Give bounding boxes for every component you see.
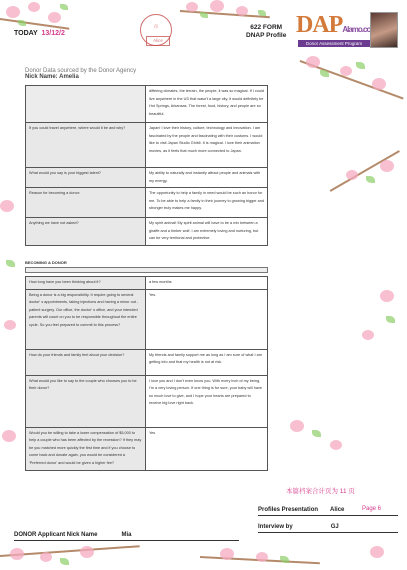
section-divider <box>25 267 268 273</box>
donor-underline <box>14 540 239 541</box>
today-label: TODAY <box>14 30 38 37</box>
table-row <box>26 86 268 123</box>
page-number: Page 6 <box>362 506 382 512</box>
answer-cell: differing climates, the terrain, the people, it was so magical. If I could live anywhere in the US that wasn't a large city, it would definitely be Hot Springs, Arkansas. The forest, food, history, and people are so beautiful. <box>146 86 268 123</box>
form-title-line1: 622 FORM <box>250 24 283 31</box>
table-row <box>26 375 268 427</box>
question-cell: How long have you been thinking about it? <box>26 277 146 290</box>
presentation-underline <box>258 515 398 516</box>
table-row <box>26 218 268 246</box>
form-title <box>246 24 286 40</box>
stamp2-text: Alice <box>153 38 163 43</box>
donor-label: DONOR Applicant Nick Name <box>14 532 98 538</box>
question-cell: How do your friends and family feel about your decision? <box>26 349 146 375</box>
answer-cell: My ability to naturally and instantly attract people and animals with my energy. <box>146 168 268 188</box>
question-cell: Being a donor is a big responsibility. It require going to several doctor' s appointments, taking injections and having a minor out - patient surgery. Our office, the doctor' s office, and your intended parents will count on you to be responsible throughout the entire cycle. So you feel prepared to commit to this process? <box>26 289 146 349</box>
donor-name: Mia <box>121 532 132 538</box>
table-row <box>26 123 268 168</box>
logo-text: DAP <box>296 12 343 38</box>
answer-cell: Yes <box>146 427 268 470</box>
answer-cell: a few months <box>146 277 268 290</box>
today-date <box>14 30 65 37</box>
table-row <box>26 168 268 188</box>
presentation-label: Profiles Presentation <box>258 507 319 513</box>
interview-underline <box>258 532 398 533</box>
donor-photo <box>370 12 398 48</box>
today-value: 13/12/2 <box>41 30 65 37</box>
logo-suffix: Alamo.cc <box>342 25 370 34</box>
logo-subtitle: Donor Assessment Program <box>298 40 370 47</box>
interview-by <box>258 524 339 530</box>
table-row <box>26 277 268 290</box>
donor-profile-table-1 <box>25 85 268 246</box>
stamp-text: 印 <box>154 24 158 29</box>
answer-cell: My spirit animal! My spirit animal will have to be a mix between a giraffe and a timber wolf. I am extremely loving and nurturing, but can be very territorial and protective. <box>146 218 268 246</box>
question-cell: Reason for becoming a donor: <box>26 188 146 218</box>
question-cell: Would you be willing to take a lower compensation of $5,000 to help a couple who has been affected by the recession? If they may be you matched more quickly the first time and if you choose to come back and donate again, you would be considered a 'Preferred donor' and would be given a higher fee? <box>26 427 146 470</box>
question-cell <box>26 86 146 123</box>
table-row <box>26 349 268 375</box>
donor-applicant <box>14 532 131 538</box>
question-cell: Anything we have not asked? <box>26 218 146 246</box>
interview-label: Interview by <box>258 524 293 530</box>
table-row <box>26 188 268 218</box>
donor-profile-table-2 <box>25 276 268 471</box>
section-header <box>25 68 136 80</box>
answer-cell: My friends and family support me as long as I am sure of what I am getting into and that my health is not at risk. <box>146 349 268 375</box>
dap-logo <box>296 12 370 39</box>
interview-name: GJ <box>330 524 339 530</box>
answer-cell: I love you and I don't even know you. With every inch of my being, I'm a very loving person. If one thing is for sure, your baby will have so much love to give, and I hope your hearts are prepared to receive big love right back. <box>146 375 268 427</box>
total-pages-note: 本篇档案合计页为 11 页 <box>286 488 355 495</box>
presentation-name: Alice <box>330 507 345 513</box>
nick-name-label: Nick Name: Amelia <box>25 74 79 80</box>
form-title-line2: DNAP Profile <box>246 32 287 39</box>
answer-cell: Yes. <box>146 289 268 349</box>
table-row <box>26 427 268 470</box>
table-row <box>26 289 268 349</box>
question-cell: If you could travel anywhere, where would it be and why? <box>26 123 146 168</box>
answer-cell: Japan! I love their history, culture, technology and innovation. I am fascinated by the people and fascinating with their customs. I would like to visit Japan Studio Ghibli. It is magical. I love their animation movies, as it feels that much more connected to Japan. <box>146 123 268 168</box>
question-cell: What would you like to say to the couple who chooses you to be their donor? <box>26 375 146 427</box>
profiles-presentation <box>258 507 344 513</box>
name-stamp <box>146 36 170 46</box>
section-title: Donor Data sourced by the Donor Agency <box>25 68 137 74</box>
answer-cell: The opportunity to help a family in need would be such an honor for me. To be able to help a family in their journey to growing bigger and stronger truly makes me happy. <box>146 188 268 218</box>
question-cell: What would you say is your biggest talent? <box>26 168 146 188</box>
becoming-donor-heading: BECOMING A DONOR <box>25 260 67 265</box>
